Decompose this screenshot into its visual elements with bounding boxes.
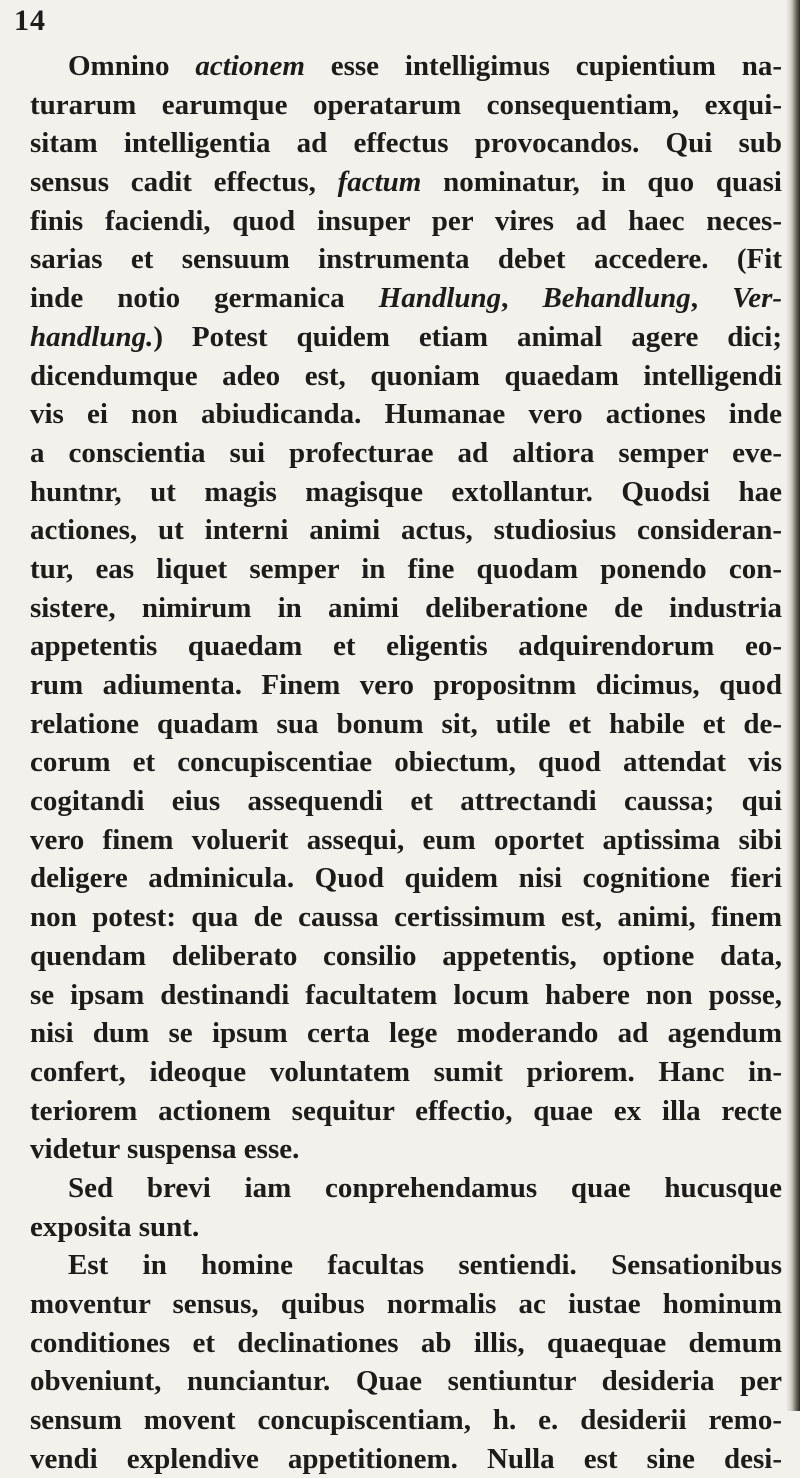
text-line [30, 47, 782, 86]
text-line [30, 511, 782, 550]
text-line [30, 1440, 782, 1478]
text-line [30, 1014, 782, 1053]
text-segment: conditiones et declinationes ab illis, quaequae demum [30, 1326, 782, 1359]
text-segment: actiones, ut interni animi actus, studiosius consideran- [30, 514, 782, 547]
text-segment: non potest: qua de caussa certissimum est, animi, finem [30, 901, 782, 934]
text-line [30, 937, 782, 976]
text-line [30, 1169, 782, 1208]
text-line [30, 1324, 782, 1363]
text-segment: confert, ideoque voluntatem sumit priorem. Hanc in- [30, 1055, 782, 1088]
text-line [30, 279, 782, 318]
italic-term: actionem [195, 50, 305, 82]
text-segment: sensum movent concupiscentiam, h. e. desiderii remo- [30, 1404, 782, 1437]
text-segment: ) Potest quidem etiam animal agere dici; [153, 320, 782, 353]
text-line [30, 1208, 782, 1247]
text-segment: exposita sunt. [30, 1210, 200, 1243]
text-segment: vendi explendive appetitionem. Nulla est sine desi- [30, 1442, 782, 1475]
text-segment: dicendumque adeo est, quoniam quaedam intelligendi [30, 359, 782, 392]
text-segment: nisi dum se ipsum certa lege moderando ad agendum [30, 1017, 782, 1050]
text-segment: nominatur, in quo quasi [421, 166, 782, 199]
text-segment: sistere, nimirum in animi deliberatione de industria [30, 591, 782, 624]
text-segment: corum et concupiscentiae obiectum, quod attendat vis [30, 746, 782, 779]
text-segment: Est in homine facultas sentiendi. Sensationibus [68, 1249, 782, 1282]
text-line [30, 1130, 782, 1169]
italic-term: Ver- [732, 282, 782, 315]
text-segment: sarias et sensuum instrumenta debet accedere. (Fit [30, 243, 782, 276]
text-segment: teriorem actionem sequitur effectio, quae ex illa recte [30, 1094, 782, 1127]
text-segment: sensus cadit effectus, [30, 166, 338, 199]
text-line [30, 782, 782, 821]
text-segment: , [501, 282, 543, 315]
text-segment: videtur suspensa esse. [30, 1133, 300, 1166]
text-segment: huntnr, ut magis magisque extollantur. Quodsi hae [30, 475, 782, 508]
text-line [30, 821, 782, 860]
text-segment: Sed brevi iam conprehendamus quae hucusque [68, 1171, 782, 1204]
body-text [30, 47, 782, 1478]
italic-term: factum [337, 166, 422, 199]
text-line [30, 357, 782, 396]
text-line [30, 627, 782, 666]
text-line [30, 163, 782, 202]
italic-term: Behandlung [542, 282, 691, 315]
text-segment: turarum earumque operatarum consequentiam, exqui- [30, 88, 782, 121]
text-line [30, 1285, 782, 1324]
italic-term: handlung. [30, 320, 154, 353]
text-line [30, 434, 782, 473]
text-segment: relatione quadam sua bonum sit, utile et habile et de- [30, 707, 782, 740]
text-line [30, 666, 782, 705]
text-line [30, 395, 782, 434]
text-line [30, 240, 782, 279]
text-segment: vero finem voluerit assequi, eum oportet aptissima sibi [30, 823, 782, 856]
text-segment: Omnino [68, 50, 196, 82]
text-line [30, 1401, 782, 1440]
text-segment: cogitandi eius assequendi et attrectandi caussa; qui [30, 785, 782, 818]
text-segment: tur, eas liquet semper in fine quodam ponendo con- [30, 552, 782, 585]
text-line [30, 589, 782, 628]
italic-term: Handlung [378, 282, 502, 315]
text-line [30, 86, 782, 125]
text-segment: sitam intelligentia ad effectus provocandos. Qui sub [30, 127, 782, 160]
text-segment: esse intelligimus cupientium na- [304, 50, 782, 82]
text-line [30, 1362, 782, 1401]
text-line [30, 1053, 782, 1092]
text-segment: obveniunt, nunciantur. Quae sentiuntur desideria per [30, 1365, 782, 1398]
text-segment: a conscientia sui profecturae ad altiora semper eve- [30, 436, 782, 469]
text-segment: appetentis quaedam et eligentis adquirendorum eo- [30, 630, 782, 663]
page-number: 14 [14, 4, 46, 37]
text-line [30, 550, 782, 589]
text-line [30, 202, 782, 241]
text-segment: , [690, 282, 733, 315]
text-line [30, 859, 782, 898]
text-segment: deligere adminicula. Quod quidem nisi cognitione fieri [30, 862, 782, 895]
text-line [30, 318, 782, 357]
text-line [30, 473, 782, 512]
text-segment: se ipsam destinandi facultatem locum habere non posse, [30, 978, 782, 1011]
text-line [30, 743, 782, 782]
text-line [30, 898, 782, 937]
text-line [30, 705, 782, 744]
text-line [30, 1246, 782, 1285]
text-segment: inde notio germanica [30, 282, 379, 315]
page-edge-shadow [786, 0, 800, 1411]
text-segment: finis faciendi, quod insuper per vires ad haec neces- [30, 204, 782, 237]
text-segment: vis ei non abiudicanda. Humanae vero actiones inde [30, 398, 782, 431]
text-line [30, 124, 782, 163]
text-segment: quendam deliberato consilio appetentis, optione data, [30, 939, 782, 972]
text-line [30, 976, 782, 1015]
text-segment: moventur sensus, quibus normalis ac iustae hominum [30, 1288, 782, 1320]
text-line [30, 1092, 782, 1131]
text-segment: rum adiumenta. Finem vero propositnm dicimus, quod [30, 669, 782, 701]
